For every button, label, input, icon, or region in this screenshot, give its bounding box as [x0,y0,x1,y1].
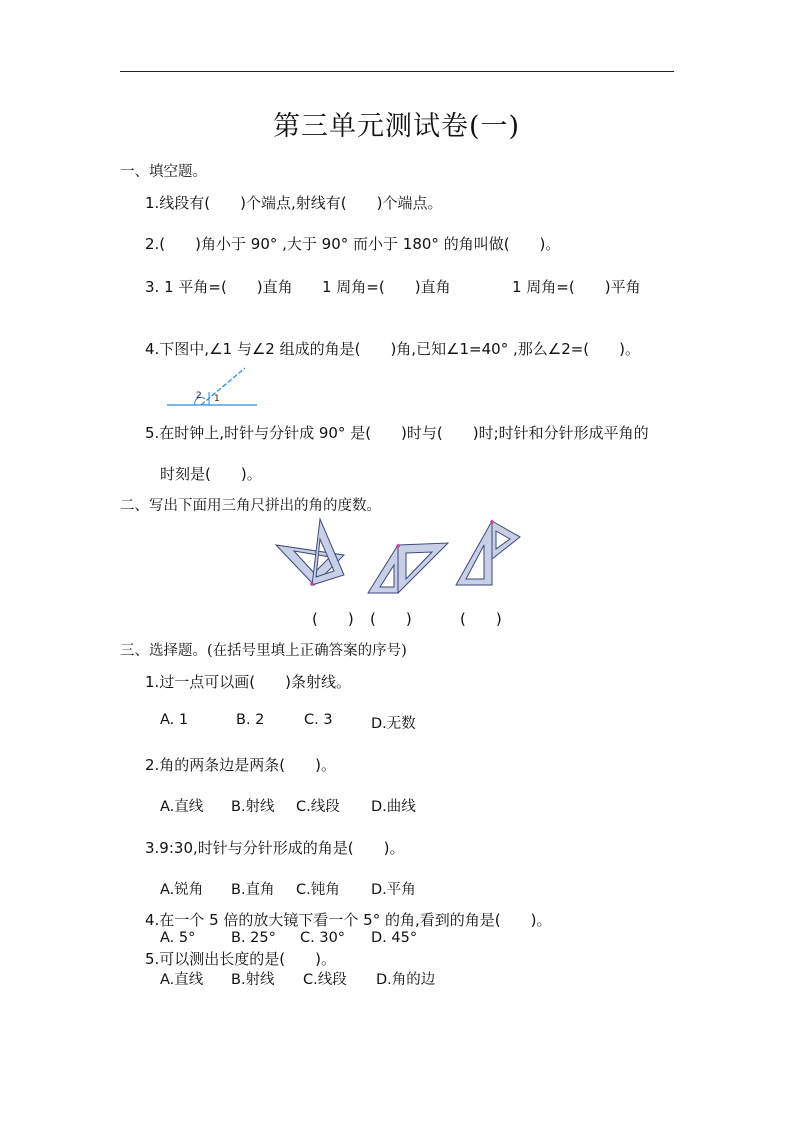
s3-q1-option-d[interactable]: D.无数 [371,716,416,732]
s3-question-5: 5.可以测出长度的是( )。 [145,950,337,968]
triangle-set-figures [270,515,530,605]
answer-blank-2[interactable]: ( ) [370,610,412,628]
s3-q3-option-a[interactable]: A.锐角 [160,882,204,898]
set-square-pair-3 [456,520,520,585]
s3-q2-option-a[interactable]: A.直线 [160,799,204,815]
header-rule [120,71,674,72]
angle-label-1: 1 [214,394,220,404]
s3-q3-option-b[interactable]: B.直角 [231,882,275,898]
s3-q5-option-b[interactable]: B.射线 [231,972,275,988]
section2-heading: 二、写出下面用三角尺拼出的角的度数。 [120,498,381,514]
s3-q3-option-c[interactable]: C.钝角 [296,882,340,898]
s3-q1-option-b[interactable]: B. 2 [236,712,265,728]
section3-heading: 三、选择题。(在括号里填上正确答案的序号) [120,643,407,659]
s3-question-1: 1.过一点可以画( )条射线。 [145,673,352,691]
s3-q4-option-d[interactable]: D. 45° [371,930,418,946]
s1-question-1: 1.线段有( )个端点,射线有( )个端点。 [145,194,443,212]
s3-q1-option-c[interactable]: C. 3 [304,712,333,728]
section1-heading: 一、填空题。 [120,164,207,180]
s1-question-4: 4.下图中,∠1 与∠2 组成的角是( )角,已知∠1=40° ,那么∠2=( )。 [145,340,641,358]
s3-q5-option-c[interactable]: C.线段 [303,972,347,988]
s3-q5-option-d[interactable]: D.角的边 [376,972,436,988]
s1-question-3b: 1 周角=( )直角 [322,278,451,296]
s3-q5-option-a[interactable]: A.直线 [160,972,204,988]
answer-blank-1[interactable]: ( ) [312,610,354,628]
s1-question-2: 2.( )角小于 90° ,大于 90° 而小于 180° 的角叫做( )。 [145,235,561,253]
angle-figure [165,366,260,410]
s3-question-3: 3.9:30,时针与分针形成的角是( )。 [145,839,405,857]
s3-q2-option-c[interactable]: C.线段 [296,799,340,815]
page-title: 第三单元测试卷(一) [272,111,521,142]
s3-q4-option-c[interactable]: C. 30° [300,930,346,946]
answer-blank-3[interactable]: ( ) [460,610,502,628]
s3-question-2: 2.角的两条边是两条( )。 [145,756,337,774]
s1-question-3c: 1 周角=( )平角 [512,278,641,296]
s3-question-4: 4.在一个 5 倍的放大镜下看一个 5° 的角,看到的角是( )。 [145,911,552,929]
s3-q4-option-b[interactable]: B. 25° [231,930,276,946]
s1-question-5-line2: 时刻是( )。 [160,465,262,483]
s3-q1-option-a[interactable]: A. 1 [160,712,189,728]
set-square-pair-2 [368,543,448,593]
angle-label-2: 2 [196,391,202,401]
s3-q2-option-d[interactable]: D.曲线 [371,799,416,815]
set-square-pair-1 [276,519,344,586]
s3-q2-option-b[interactable]: B.射线 [231,799,275,815]
s1-question-5-line1: 5.在时钟上,时针与分针成 90° 是( )时与( )时;时针和分针形成平角的 [145,424,649,442]
ray [201,368,245,405]
s3-q3-option-d[interactable]: D.平角 [371,882,416,898]
s1-question-3a: 3. 1 平角=( )直角 [145,278,293,296]
s3-q4-option-a[interactable]: A. 5° [160,930,196,946]
